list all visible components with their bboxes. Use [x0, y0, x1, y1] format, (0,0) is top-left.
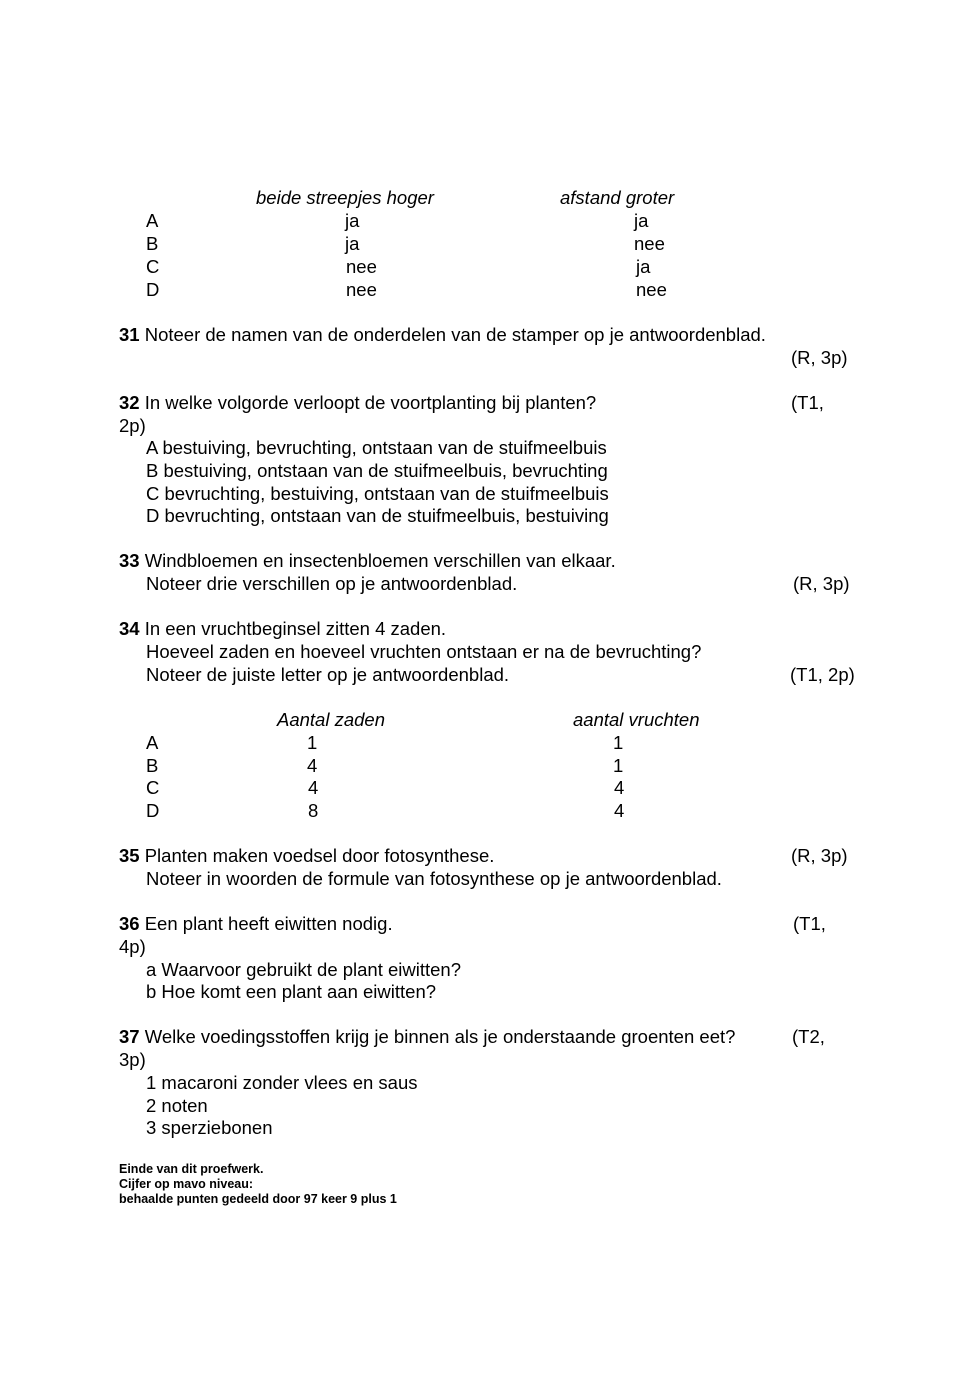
question-text: Planten maken voedsel door fotosynthese. — [144, 845, 495, 866]
question-text: In een vruchtbeginsel zitten 4 zaden. — [144, 618, 447, 639]
question-points: (T1, 2p) — [790, 664, 855, 685]
answer-option: C bevruchting, bestuiving, ontstaan van de stuifmeelbuis — [146, 483, 609, 504]
question-text-line3: Noteer de juiste letter op je antwoordenblad. — [146, 664, 510, 685]
table2-cell: 4 — [308, 777, 319, 798]
question-points: (R, 3p) — [793, 573, 850, 594]
footer-line: Cijfer op mavo niveau: — [119, 1177, 254, 1191]
table2-cell: 4 — [614, 777, 625, 798]
table2-cell: 4 — [307, 755, 318, 776]
question-32 — [119, 392, 596, 414]
table2-header-col1: Aantal zaden — [277, 709, 386, 730]
question-points: (T2, — [792, 1026, 825, 1047]
table2-cell: 1 — [613, 732, 624, 753]
question-text-line2: Hoeveel zaden en hoeveel vruchten ontstaan er na de bevruchting? — [146, 641, 702, 662]
question-number: 33 — [119, 550, 140, 571]
table2-header-col2: aantal vruchten — [573, 709, 700, 730]
question-text-line2: Noteer drie verschillen op je antwoordenblad. — [146, 573, 518, 594]
question-37 — [119, 1026, 735, 1048]
question-number: 36 — [119, 913, 140, 934]
question-number: 37 — [119, 1026, 140, 1047]
table1-row-letter: A — [146, 210, 159, 231]
list-item: 2 noten — [146, 1095, 208, 1116]
table1-cell: nee — [634, 233, 665, 254]
table1-cell: ja — [636, 256, 651, 277]
footer-line: Einde van dit proefwerk. — [119, 1162, 264, 1176]
question-points-wrap: 3p) — [119, 1049, 146, 1070]
sub-question: b Hoe komt een plant aan eiwitten? — [146, 981, 437, 1002]
table2-row-letter: A — [146, 732, 159, 753]
table1-cell: ja — [345, 233, 360, 254]
table1-cell: nee — [636, 279, 667, 300]
question-number: 35 — [119, 845, 140, 866]
list-item: 3 sperziebonen — [146, 1117, 273, 1138]
sub-question: a Waarvoor gebruikt de plant eiwitten? — [146, 959, 462, 980]
question-number: 34 — [119, 618, 140, 639]
question-points-wrap: 2p) — [119, 415, 146, 436]
question-points: (T1, — [791, 392, 824, 413]
table2-cell: 1 — [307, 732, 318, 753]
question-points-wrap: 4p) — [119, 936, 146, 957]
footer-line: behaalde punten gedeeld door 97 keer 9 plus 1 — [119, 1192, 397, 1206]
question-text: Noteer de namen van de onderdelen van de stamper op je antwoordenblad. — [144, 324, 766, 345]
answer-option: A bestuiving, bevruchting, ontstaan van de stuifmeelbuis — [146, 437, 607, 458]
list-item: 1 macaroni zonder vlees en saus — [146, 1072, 418, 1093]
question-31 — [119, 324, 766, 346]
question-points: (R, 3p) — [791, 845, 848, 866]
answer-option: D bevruchting, ontstaan van de stuifmeelbuis, bestuiving — [146, 505, 609, 526]
table2-cell: 1 — [613, 755, 624, 776]
table1-cell: nee — [346, 279, 377, 300]
table2-row-letter: C — [146, 777, 160, 798]
question-text-line2: Noteer in woorden de formule van fotosynthese op je antwoordenblad. — [146, 868, 722, 889]
question-number: 31 — [119, 324, 140, 345]
table1-header-col2: afstand groter — [560, 187, 675, 208]
table1-header-col1: beide streepjes hoger — [256, 187, 434, 208]
table1-cell: ja — [634, 210, 649, 231]
question-text: Windbloemen en insectenbloemen verschillen van elkaar. — [144, 550, 616, 571]
table2-row-letter: D — [146, 800, 160, 821]
question-number: 32 — [119, 392, 140, 413]
question-35 — [119, 845, 494, 867]
answer-option: B bestuiving, ontstaan van de stuifmeelbuis, bevruchting — [146, 460, 608, 481]
table2-cell: 8 — [308, 800, 319, 821]
question-points: (R, 3p) — [791, 347, 848, 368]
question-text: Welke voedingsstoffen krijg je binnen als je onderstaande groenten eet? — [144, 1026, 736, 1047]
table1-cell: nee — [346, 256, 377, 277]
table2-cell: 4 — [614, 800, 625, 821]
question-33 — [119, 550, 616, 572]
question-34 — [119, 618, 446, 640]
question-36 — [119, 913, 393, 935]
table1-row-letter: D — [146, 279, 160, 300]
question-points: (T1, — [793, 913, 826, 934]
question-text: Een plant heeft eiwitten nodig. — [144, 913, 393, 934]
question-text: In welke volgorde verloopt de voortplanting bij planten? — [144, 392, 597, 413]
table2-row-letter: B — [146, 755, 159, 776]
table1-cell: ja — [345, 210, 360, 231]
table1-row-letter: B — [146, 233, 159, 254]
table1-row-letter: C — [146, 256, 160, 277]
